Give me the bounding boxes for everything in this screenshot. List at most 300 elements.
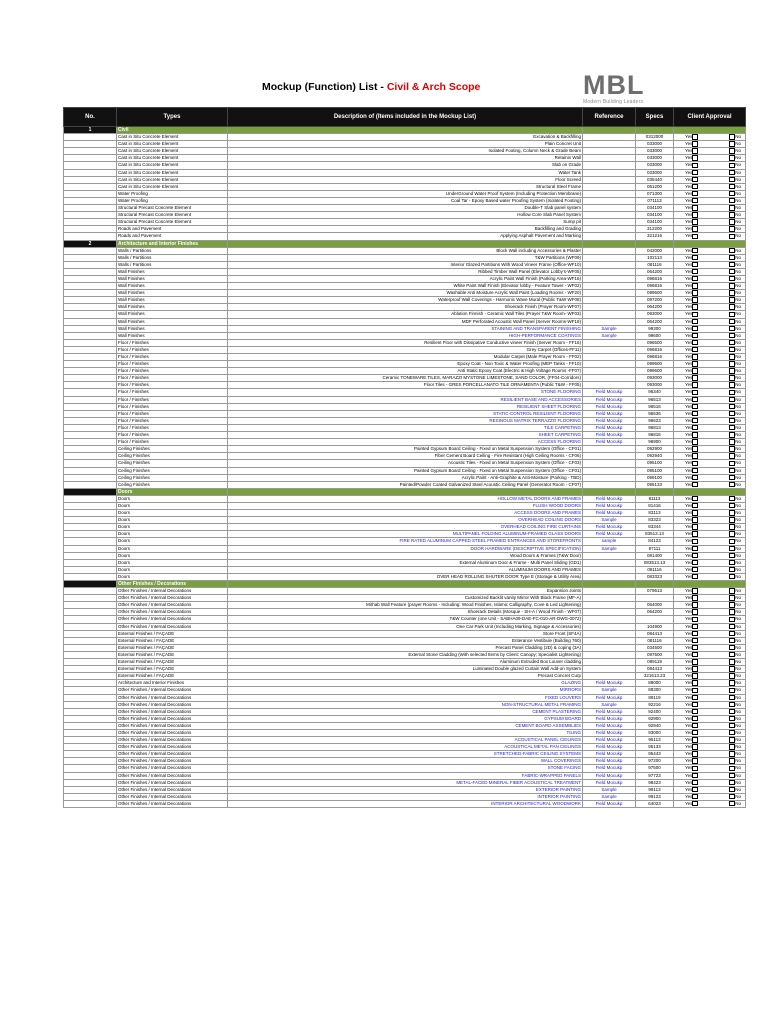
approval-yes-label: Yes — [685, 141, 693, 147]
approval-no-label: No — [735, 588, 741, 594]
description-cell: TILING — [228, 729, 583, 736]
description-cell: FABRIC-WRAPPED PANELS — [228, 772, 583, 779]
approval-yes-checkbox[interactable] — [692, 539, 698, 544]
approval-yes — [685, 687, 698, 693]
approval-options — [674, 560, 745, 566]
type-cell: Doors — [117, 495, 228, 502]
header-row — [64, 108, 746, 127]
approval-yes — [685, 737, 698, 743]
table-row — [64, 737, 746, 744]
approval-yes-checkbox[interactable] — [692, 290, 698, 295]
approval-yes-checkbox[interactable] — [692, 475, 698, 480]
approval-no-label: No — [735, 545, 741, 551]
approval-yes-label: Yes — [685, 673, 693, 679]
approval-yes-checkbox[interactable] — [692, 723, 698, 728]
approval-no-label: No — [735, 254, 741, 260]
approval-yes-checkbox[interactable] — [692, 191, 698, 196]
type-cell: Cast in Situ Concrete Element — [117, 176, 228, 183]
approval-no — [729, 219, 741, 225]
approval-yes — [685, 233, 698, 239]
approval-yes-checkbox[interactable] — [692, 368, 698, 373]
approval-yes — [685, 546, 698, 552]
type-cell: Floor / Finishes — [117, 403, 228, 410]
approval-yes — [685, 425, 698, 431]
approval-yes-checkbox[interactable] — [692, 624, 698, 629]
description-cell: DOOR HARDWARE (DESCRIPTIVE SPECIFICATION) — [228, 545, 583, 552]
approval-yes-label: Yes — [685, 715, 693, 721]
approval-cell — [674, 190, 746, 197]
row-number-cell — [64, 559, 117, 566]
table-row — [64, 609, 746, 616]
approval-yes — [685, 751, 698, 757]
approval-no — [729, 609, 741, 615]
approval-yes-checkbox[interactable] — [692, 645, 698, 650]
approval-yes-checkbox[interactable] — [692, 553, 698, 558]
approval-yes-checkbox[interactable] — [692, 801, 698, 806]
approval-yes-checkbox[interactable] — [692, 432, 698, 437]
approval-cell — [674, 219, 746, 226]
type-cell: Doors — [117, 510, 228, 517]
description-cell: RESILIENT SHEET FLOORING — [228, 403, 583, 410]
approval-yes-checkbox[interactable] — [692, 609, 698, 614]
approval-options — [674, 368, 745, 374]
table-row — [64, 219, 746, 226]
approval-yes-checkbox[interactable] — [692, 453, 698, 458]
approval-no — [729, 531, 741, 537]
approval-yes — [685, 702, 698, 708]
approval-yes-checkbox[interactable] — [692, 787, 698, 792]
approval-yes-checkbox[interactable] — [692, 503, 698, 508]
table-row — [64, 744, 746, 751]
approval-yes-checkbox[interactable] — [692, 248, 698, 253]
approval-no-label: No — [735, 439, 741, 445]
reference-cell: Field Mocukp — [583, 800, 636, 807]
approval-yes — [685, 595, 698, 601]
approval-options — [674, 524, 745, 530]
table-row — [64, 751, 746, 758]
row-number-cell — [64, 453, 117, 460]
table-row — [64, 439, 746, 446]
approval-yes — [685, 418, 698, 424]
approval-no-label: No — [735, 460, 741, 466]
approval-options — [674, 801, 745, 807]
type-cell: Structural Precast Concrete Element — [117, 219, 228, 226]
approval-yes-checkbox[interactable] — [692, 390, 698, 395]
approval-no-label: No — [735, 453, 741, 459]
approval-no-label: No — [735, 382, 741, 388]
approval-yes-checkbox[interactable] — [692, 304, 698, 309]
approval-no — [729, 446, 741, 452]
approval-options — [674, 659, 745, 665]
spec-cell: 034100 — [636, 219, 674, 226]
approval-cell — [674, 680, 746, 687]
approval-yes-label: Yes — [685, 694, 693, 700]
type-cell: Floor / Finishes — [117, 354, 228, 361]
approval-yes-checkbox[interactable] — [692, 617, 698, 622]
reference-cell — [583, 623, 636, 630]
approval-no — [729, 666, 741, 672]
approval-yes-checkbox[interactable] — [692, 567, 698, 572]
description-cell: Modular Carpet (Male Prayer Room - FF02) — [228, 354, 583, 361]
approval-options — [674, 453, 745, 459]
description-cell: Interior Glazed Partitions With Wood Vineer Frame (Office-WF10) — [228, 261, 583, 268]
approval-options — [674, 184, 745, 190]
reference-cell — [583, 616, 636, 623]
approval-yes-checkbox[interactable] — [692, 524, 698, 529]
approval-yes-label: Yes — [685, 566, 693, 572]
description-cell: Isolated Footing, Column Neck & Grade Beam — [228, 148, 583, 155]
approval-options — [674, 758, 745, 764]
approval-yes-checkbox[interactable] — [692, 361, 698, 366]
approval-yes-checkbox[interactable] — [692, 673, 698, 678]
approval-yes-label: Yes — [685, 432, 693, 438]
approval-yes-checkbox[interactable] — [692, 212, 698, 217]
approval-yes-checkbox[interactable] — [692, 184, 698, 189]
approval-yes-checkbox[interactable] — [692, 326, 698, 331]
description-cell: ALUMINUM DOORS AND FRAMES — [228, 566, 583, 573]
spec-cell: 93000 — [636, 729, 674, 736]
approval-yes-checkbox[interactable] — [692, 758, 698, 763]
approval-yes — [685, 439, 698, 445]
reference-cell — [583, 637, 636, 644]
approval-cell — [674, 559, 746, 566]
approval-cell — [674, 793, 746, 800]
approval-yes-checkbox[interactable] — [692, 730, 698, 735]
approval-no-label: No — [735, 673, 741, 679]
approval-yes-checkbox[interactable] — [692, 574, 698, 579]
approval-cell — [674, 474, 746, 481]
approval-cell — [674, 439, 746, 446]
row-number-cell — [64, 134, 117, 141]
approval-no — [729, 758, 741, 764]
approval-yes-checkbox[interactable] — [692, 709, 698, 714]
approval-no-label: No — [735, 623, 741, 629]
approval-yes-checkbox[interactable] — [692, 134, 698, 139]
approval-yes-checkbox[interactable] — [692, 276, 698, 281]
approval-yes-checkbox[interactable] — [692, 170, 698, 175]
approval-yes — [685, 269, 698, 275]
approval-yes-checkbox[interactable] — [692, 751, 698, 756]
approval-no-label: No — [735, 779, 741, 785]
description-cell: White Paint Wall Finish (Elevator lobby - Feature Tower - WF02) — [228, 283, 583, 290]
section-filler-cell — [674, 240, 746, 247]
row-number-cell — [64, 481, 117, 488]
approval-yes — [685, 730, 698, 736]
approval-yes-checkbox[interactable] — [692, 531, 698, 536]
approval-yes-checkbox[interactable] — [692, 340, 698, 345]
approval-yes-checkbox[interactable] — [692, 411, 698, 416]
spec-cell: 081116 — [636, 261, 674, 268]
type-cell: Wall Finishes — [117, 304, 228, 311]
approval-options — [674, 411, 745, 417]
spec-cell: 095100 — [636, 467, 674, 474]
approval-yes-label: Yes — [685, 524, 693, 530]
description-cell: Ribbed Timber Wall Panel (Elevator Lobby's-WF05) — [228, 268, 583, 275]
approval-no-label: No — [735, 176, 741, 182]
approval-no — [729, 191, 741, 197]
spec-cell: 034100 — [636, 212, 674, 219]
approval-yes-checkbox[interactable] — [692, 680, 698, 685]
approval-options — [674, 695, 745, 701]
approval-yes-checkbox[interactable] — [692, 375, 698, 380]
approval-yes — [685, 382, 698, 388]
approval-yes-label: Yes — [685, 297, 693, 303]
row-number-cell — [64, 375, 117, 382]
approval-no — [729, 177, 741, 183]
row-number-cell — [64, 786, 117, 793]
approval-yes — [685, 588, 698, 594]
type-cell: Other Finishes / Internal Decorations — [117, 708, 228, 715]
spec-cell: 033000 — [636, 169, 674, 176]
approval-no-label: No — [735, 197, 741, 203]
type-cell: Floor / Finishes — [117, 375, 228, 382]
approval-options — [674, 553, 745, 559]
approval-yes-label: Yes — [685, 602, 693, 608]
approval-yes-label: Yes — [685, 644, 693, 650]
approval-yes-checkbox[interactable] — [692, 283, 698, 288]
description-cell: ACCESS FLOORING — [228, 439, 583, 446]
approval-cell — [674, 481, 746, 488]
approval-yes-checkbox[interactable] — [692, 602, 698, 607]
spec-cell: 98423 — [636, 779, 674, 786]
approval-options — [674, 773, 745, 779]
approval-no-label: No — [735, 758, 741, 764]
approval-yes-checkbox[interactable] — [692, 496, 698, 501]
reference-cell — [583, 176, 636, 183]
approval-yes-checkbox[interactable] — [692, 439, 698, 444]
approval-cell — [674, 148, 746, 155]
approval-yes-checkbox[interactable] — [692, 766, 698, 771]
approval-yes-checkbox[interactable] — [692, 333, 698, 338]
reference-cell: Field Mocukp — [583, 502, 636, 509]
approval-yes-checkbox[interactable] — [692, 397, 698, 402]
approval-cell — [674, 602, 746, 609]
approval-no — [729, 723, 741, 729]
approval-cell — [674, 744, 746, 751]
table-row — [64, 354, 746, 361]
approval-yes-checkbox[interactable] — [692, 234, 698, 239]
type-cell: Doors — [117, 502, 228, 509]
approval-yes-checkbox[interactable] — [692, 255, 698, 260]
row-number-cell — [64, 361, 117, 368]
type-cell: Other Finishes / Internal Decorations — [117, 758, 228, 765]
reference-cell: Field Mocukp — [583, 417, 636, 424]
approval-yes-checkbox[interactable] — [692, 688, 698, 693]
reference-cell: Field Mocukp — [583, 772, 636, 779]
description-cell: SHEET CARPETING — [228, 432, 583, 439]
approval-no — [729, 276, 741, 282]
approval-yes — [685, 354, 698, 360]
approval-yes-checkbox[interactable] — [692, 482, 698, 487]
approval-yes-checkbox[interactable] — [692, 780, 698, 785]
description-cell: External Aluminum Door & Frame - Multi Panel Sliding (GD1) — [228, 559, 583, 566]
type-cell: Doors — [117, 559, 228, 566]
row-number-cell — [64, 708, 117, 715]
approval-no-label: No — [735, 510, 741, 516]
approval-yes — [685, 780, 698, 786]
approval-options — [674, 439, 745, 445]
table-row — [64, 630, 746, 637]
description-cell: MIRRORS — [228, 687, 583, 694]
approval-yes-checkbox[interactable] — [692, 468, 698, 473]
approval-no-label: No — [735, 467, 741, 473]
approval-yes-checkbox[interactable] — [692, 347, 698, 352]
type-cell: Other Finishes / Internal Decorations — [117, 765, 228, 772]
approval-yes-checkbox[interactable] — [692, 269, 698, 274]
approval-yes-checkbox[interactable] — [692, 638, 698, 643]
approval-cell — [674, 495, 746, 502]
approval-yes-checkbox[interactable] — [692, 659, 698, 664]
approval-yes-checkbox[interactable] — [692, 652, 698, 657]
approval-yes-label: Yes — [685, 190, 693, 196]
approval-yes-checkbox[interactable] — [692, 404, 698, 409]
approval-yes-checkbox[interactable] — [692, 425, 698, 430]
row-number-cell — [64, 751, 117, 758]
approval-yes-checkbox[interactable] — [692, 446, 698, 451]
description-cell: CEMENT PLASTERING — [228, 708, 583, 715]
approval-yes-checkbox[interactable] — [692, 141, 698, 146]
approval-no-label: No — [735, 375, 741, 381]
approval-no — [729, 170, 741, 176]
approval-no — [729, 517, 741, 523]
approval-no — [729, 801, 741, 807]
approval-yes-checkbox[interactable] — [692, 148, 698, 153]
approval-no-label: No — [735, 219, 741, 225]
table-row — [64, 673, 746, 680]
description-cell: Anti Static Epoxy Coat (Electric & High Voltage Rooms -FF07) — [228, 368, 583, 375]
row-number-cell — [64, 311, 117, 318]
approval-yes-checkbox[interactable] — [692, 546, 698, 551]
table-row — [64, 183, 746, 190]
approval-yes-checkbox[interactable] — [692, 461, 698, 466]
approval-yes-checkbox[interactable] — [692, 517, 698, 522]
reference-cell: Field Mocukp — [583, 694, 636, 701]
approval-yes-checkbox[interactable] — [692, 177, 698, 182]
approval-no — [729, 162, 741, 168]
approval-yes-checkbox[interactable] — [692, 163, 698, 168]
approval-cell — [674, 623, 746, 630]
approval-options — [674, 723, 745, 729]
approval-yes-checkbox[interactable] — [692, 226, 698, 231]
reference-cell: Field Mocukp — [583, 410, 636, 417]
approval-yes-checkbox[interactable] — [692, 773, 698, 778]
approval-yes-checkbox[interactable] — [692, 354, 698, 359]
approval-cell — [674, 609, 746, 616]
approval-yes-checkbox[interactable] — [692, 666, 698, 671]
approval-yes-checkbox[interactable] — [692, 737, 698, 742]
approval-yes-checkbox[interactable] — [692, 595, 698, 600]
description-cell: Grey Carpet (Offices-FF11) — [228, 346, 583, 353]
approval-yes-checkbox[interactable] — [692, 312, 698, 317]
approval-yes-label: Yes — [685, 439, 693, 445]
approval-yes-checkbox[interactable] — [692, 382, 698, 387]
approval-yes-label: Yes — [685, 283, 693, 289]
approval-cell — [674, 800, 746, 807]
approval-yes-checkbox[interactable] — [692, 631, 698, 636]
approval-options — [674, 680, 745, 686]
spec-cell: 093000 — [636, 382, 674, 389]
type-cell: Wall Finishes — [117, 268, 228, 275]
approval-yes-checkbox[interactable] — [692, 510, 698, 515]
type-cell: Other Finishes / Internal Decorations — [117, 729, 228, 736]
approval-yes-checkbox[interactable] — [692, 418, 698, 423]
type-cell: Ceiling Finishes — [117, 481, 228, 488]
approval-no-label: No — [735, 183, 741, 189]
approval-cell — [674, 318, 746, 325]
row-number-cell — [64, 666, 117, 673]
approval-yes-checkbox[interactable] — [692, 588, 698, 593]
table-row — [64, 212, 746, 219]
approval-yes-checkbox[interactable] — [692, 702, 698, 707]
approval-yes-checkbox[interactable] — [692, 716, 698, 721]
approval-yes-label: Yes — [685, 325, 693, 331]
approval-yes-checkbox[interactable] — [692, 155, 698, 160]
description-cell: TILE CARPETING — [228, 424, 583, 431]
approval-yes-checkbox[interactable] — [692, 262, 698, 267]
reference-cell — [583, 304, 636, 311]
approval-cell — [674, 354, 746, 361]
spec-cell: 096816 — [636, 275, 674, 282]
approval-cell — [674, 275, 746, 282]
type-cell: Cast in Situ Concrete Element — [117, 162, 228, 169]
approval-yes — [685, 666, 698, 672]
reference-cell: Field Mocukp — [583, 432, 636, 439]
approval-yes-checkbox[interactable] — [692, 560, 698, 565]
spec-cell: 92900 — [636, 715, 674, 722]
description-cell: Structural Steel Frame — [228, 183, 583, 190]
approval-yes-checkbox[interactable] — [692, 319, 698, 324]
approval-cell — [674, 715, 746, 722]
description-cell: Floor Screed — [228, 176, 583, 183]
approval-cell — [674, 361, 746, 368]
approval-yes-checkbox[interactable] — [692, 219, 698, 224]
approval-yes — [685, 659, 698, 665]
row-number-cell — [64, 346, 117, 353]
type-cell: Wall Finishes — [117, 297, 228, 304]
reference-cell: Field Mocukp — [583, 495, 636, 502]
approval-options — [674, 248, 745, 254]
approval-options — [674, 787, 745, 793]
row-number-cell — [64, 190, 117, 197]
row-number-cell — [64, 339, 117, 346]
approval-yes-checkbox[interactable] — [692, 695, 698, 700]
spec-cell: 033000 — [636, 148, 674, 155]
reference-cell — [583, 453, 636, 460]
table-row — [64, 680, 746, 687]
approval-yes-checkbox[interactable] — [692, 744, 698, 749]
approval-yes-checkbox[interactable] — [692, 198, 698, 203]
row-number-cell — [64, 332, 117, 339]
approval-cell — [674, 155, 746, 162]
approval-cell — [674, 453, 746, 460]
description-cell: ACOUSTICAL METAL PAN CEILINGS — [228, 744, 583, 751]
approval-no — [729, 233, 741, 239]
approval-options — [674, 496, 745, 502]
approval-yes — [685, 482, 698, 488]
approval-yes-checkbox[interactable] — [692, 794, 698, 799]
approval-no-label: No — [735, 722, 741, 728]
approval-yes — [685, 432, 698, 438]
type-cell: Floor / Finishes — [117, 417, 228, 424]
description-cell: Store Front (SF4A) — [228, 630, 583, 637]
approval-yes-checkbox[interactable] — [692, 297, 698, 302]
table-row — [64, 375, 746, 382]
approval-options — [674, 503, 745, 509]
row-number-cell — [64, 637, 117, 644]
approval-yes-checkbox[interactable] — [692, 205, 698, 210]
type-cell: Doors — [117, 524, 228, 531]
spec-cell: 99123 — [636, 793, 674, 800]
